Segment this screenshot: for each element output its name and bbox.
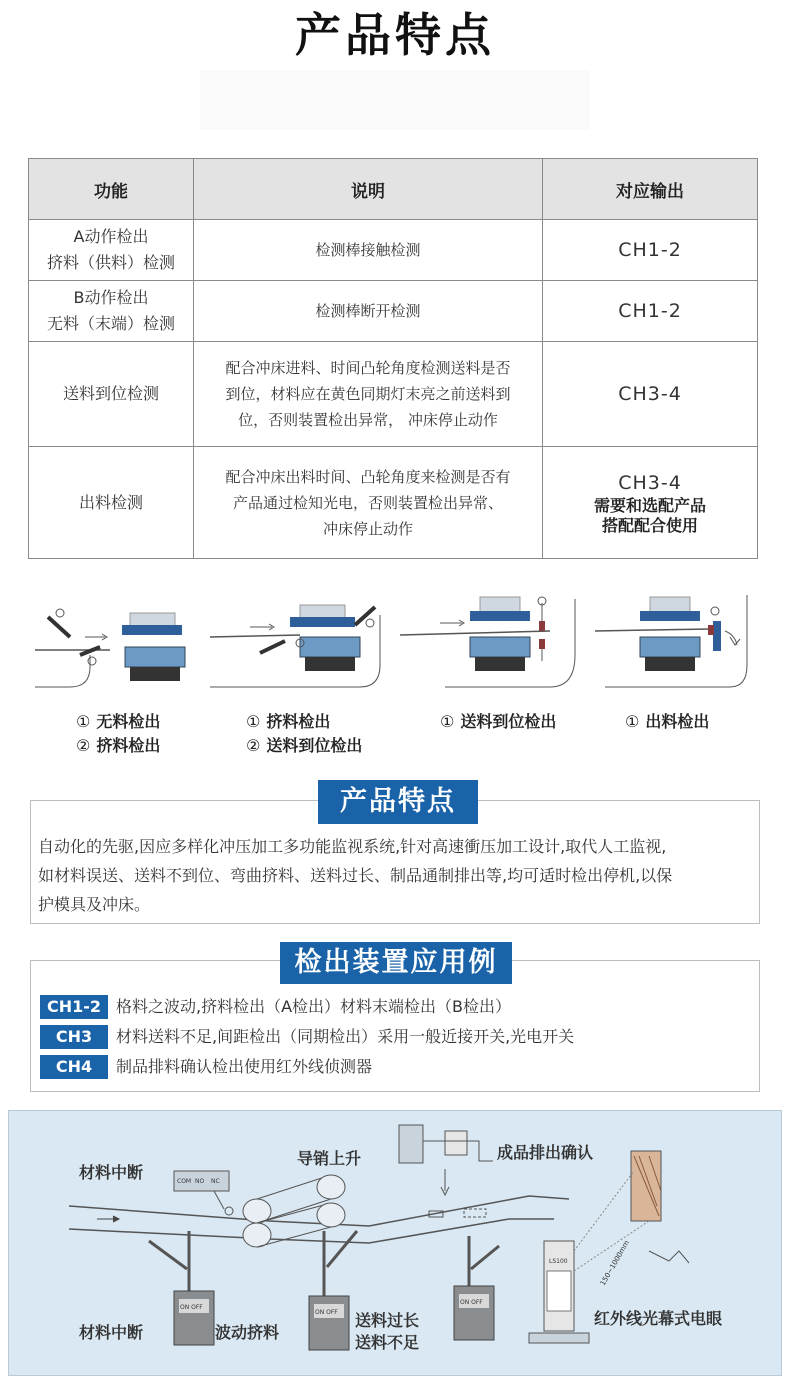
diagram-jam	[210, 595, 385, 695]
features-title: 产品特点	[318, 780, 478, 824]
cell-line: A动作检出	[73, 227, 149, 246]
application-row	[40, 995, 740, 1019]
output-code: CH3-4	[618, 471, 682, 494]
label-switch-1: ON OFF	[180, 1304, 203, 1311]
cell-function	[29, 447, 194, 559]
cell-description	[194, 281, 543, 342]
spec-table	[28, 158, 758, 559]
cell-output: CH1-2	[543, 281, 758, 342]
channel-tag: CH3	[40, 1025, 108, 1049]
table-row	[29, 447, 758, 559]
features-line: 如材料误送、送料不到位、弯曲挤料、送料过长、制品通制排出等,均可适时检出停机,以保	[38, 866, 673, 885]
cell-description	[194, 220, 543, 281]
caption-text: 送料到位检出	[460, 712, 557, 731]
cell-line: 检测棒接触检测	[315, 241, 421, 259]
note-line: 搭配配合使用	[601, 515, 698, 535]
caption-text: 送料到位检出	[266, 736, 363, 755]
label-ir: 红外线光幕式电眼	[594, 1309, 723, 1328]
diagram-caption	[440, 710, 556, 734]
channel-tag: CH4	[40, 1055, 108, 1079]
caption-text: 出料检出	[645, 712, 710, 731]
features-line: 自动化的先驱,因应多样化冲压加工多功能监视系统,针对高速衝压加工设计,取代人工监视,	[38, 837, 667, 856]
step-number: ②	[246, 736, 261, 755]
label-break-bottom: 材料中断	[79, 1323, 144, 1342]
cell-line: 配合冲床出料时间、凸轮角度来检测是否有	[225, 467, 511, 486]
diagram-no-material	[30, 595, 195, 695]
label-product-confirm: 成品排出确认	[497, 1143, 594, 1162]
applications-title: 检出装置应用例	[280, 942, 512, 984]
application-text: 制品排料确认检出使用红外线侦测器	[116, 1057, 373, 1076]
cell-line: 产品通过检知光电，否则装置检出异常、	[232, 493, 503, 512]
cell-line: 送料到位检测	[62, 384, 159, 403]
label-no: NO	[195, 1178, 205, 1185]
diagram-caption	[246, 710, 362, 758]
diagram-caption	[625, 710, 709, 734]
cell-output	[543, 447, 758, 559]
caption-text: 挤料检出	[96, 736, 161, 755]
page-title: 产品特点	[295, 8, 495, 62]
table-row	[29, 342, 758, 447]
step-number: ②	[76, 736, 91, 755]
label-switch-2: ON OFF	[315, 1309, 338, 1316]
table-row	[29, 220, 758, 281]
diagram-discharge	[595, 595, 755, 695]
diagram-caption	[76, 710, 160, 758]
label-switch-3: ON OFF	[460, 1299, 483, 1306]
faded-banner	[200, 70, 590, 130]
diagram-feed-position	[400, 595, 580, 695]
table-row	[29, 281, 758, 342]
label-over: 送料过长	[355, 1311, 420, 1330]
label-com: COM	[177, 1178, 192, 1185]
cell-description	[194, 342, 543, 447]
cell-line: 出料检测	[78, 492, 143, 512]
step-number: ①	[76, 712, 91, 731]
cell-line: 检测棒断开检测	[315, 302, 421, 320]
cell-description	[194, 447, 543, 559]
application-text: 格料之波动,挤料检出（A检出）材料末端检出（B检出）	[116, 997, 512, 1016]
label-pin-up: 导销上升	[297, 1149, 362, 1168]
step-number: ①	[625, 712, 640, 731]
label-distance: 150~1000mm	[598, 1239, 632, 1287]
col-header-function: 功能	[29, 159, 194, 220]
label-wave: 波动挤料	[215, 1323, 280, 1342]
application-text: 材料送料不足,间距检出（同期检出）采用一般近接开关,光电开关	[116, 1027, 575, 1046]
caption-line	[76, 734, 160, 758]
application-row	[40, 1025, 740, 1049]
caption-line	[625, 710, 709, 734]
caption-line	[76, 710, 160, 734]
cell-line: 到位，材料应在黄色同期灯末亮之前送料到	[225, 385, 511, 403]
cell-line: B动作检出	[73, 288, 149, 307]
col-header-description: 说明	[194, 159, 543, 220]
note-line: 需要和选配产品	[593, 495, 706, 515]
caption-text: 挤料检出	[266, 712, 331, 731]
features-line: 护模具及冲床。	[38, 895, 151, 914]
features-text	[38, 832, 756, 919]
caption-line	[440, 710, 556, 734]
label-break-top: 材料中断	[79, 1163, 144, 1182]
cell-output: CH3-4	[543, 342, 758, 447]
application-row	[40, 1055, 740, 1079]
caption-line	[246, 710, 362, 734]
cell-line: 无料（末端）检测	[46, 314, 175, 333]
cell-output: CH1-2	[543, 220, 758, 281]
col-header-output: 对应输出	[543, 159, 758, 220]
cell-function	[29, 220, 194, 281]
cell-line: 配合冲床进料、时间凸轮角度检测送料是否	[225, 359, 511, 377]
cell-function	[29, 342, 194, 447]
cell-function	[29, 281, 194, 342]
cell-line: 挤料（供料）检测	[46, 253, 175, 272]
table-header-row	[29, 159, 758, 220]
press-line-schematic	[8, 1110, 782, 1376]
channel-tag: CH1-2	[40, 995, 108, 1019]
label-sensor: LS100	[549, 1258, 568, 1265]
cell-line: 位，否则装置检出异常， 冲床停止动作	[238, 411, 498, 429]
cell-line: 冲床停止动作	[322, 519, 413, 538]
step-number: ①	[246, 712, 261, 731]
label-nc: NC	[211, 1178, 220, 1185]
label-short: 送料不足	[355, 1333, 420, 1352]
caption-text: 无料检出	[96, 712, 161, 731]
caption-line	[246, 734, 362, 758]
output-note	[543, 496, 757, 536]
step-number: ①	[440, 712, 455, 731]
